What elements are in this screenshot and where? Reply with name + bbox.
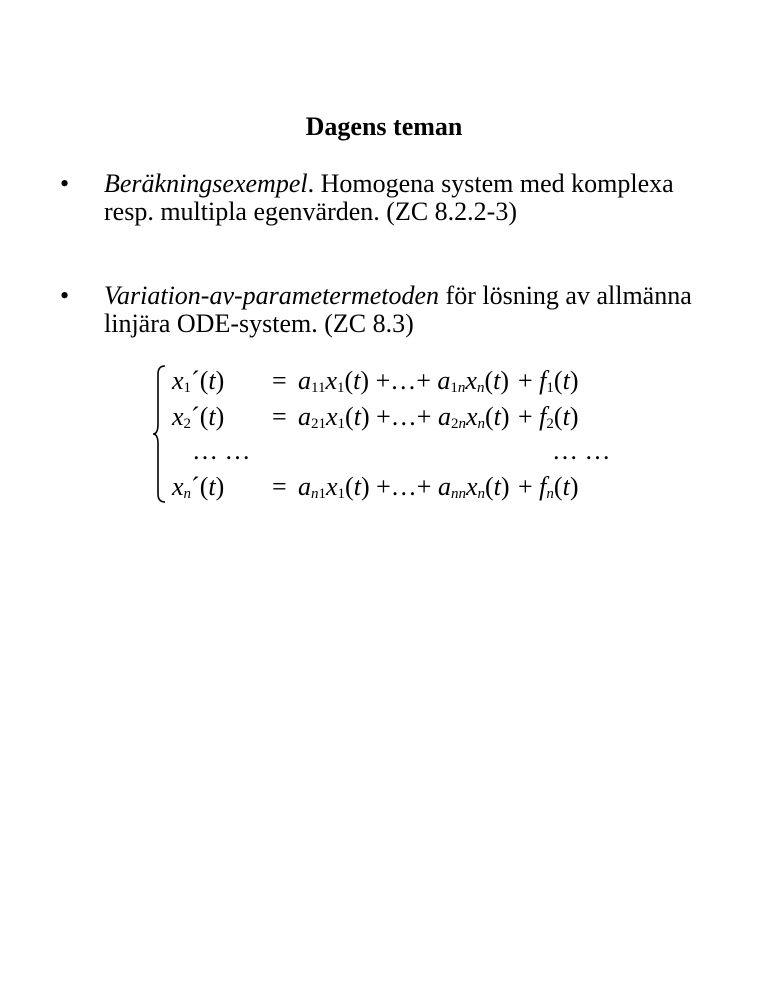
bullet-icon: • <box>60 169 70 198</box>
equation-forcing-2: + $f_2(t)$ <box>518 402 579 432</box>
equation-forcing-1: + $f_1(t)$ <box>518 366 579 396</box>
equation-rhs-2: $a_{21}x_1(t)$ +…+ $a_{2n}x_n(t)$ <box>298 402 510 432</box>
ellipsis-right: … … <box>552 436 611 465</box>
equals-sign: = <box>272 472 287 501</box>
ellipsis-left: … … <box>192 436 251 465</box>
equation-lhs-2: $x_2´(t)$ <box>172 402 225 432</box>
bullet-icon: • <box>60 281 70 310</box>
equation-rhs-1: $a_{11}x_1(t)$ +…+ $a_{1n}x_n(t)$ <box>298 366 510 396</box>
left-brace-icon <box>152 364 166 504</box>
bullet-rest-2: för lösning av allmänna linjära ODE-system. (ZC 8.3) <box>104 281 692 338</box>
page-title: Dagens teman <box>305 112 463 141</box>
bullet-rest-1: . Homogena system med komplexa resp. multipla egenvärden. (ZC 8.2.2-3) <box>104 169 674 226</box>
equation-lhs-n: $x_n´(t)$ <box>172 472 225 502</box>
equals-sign: = <box>272 366 287 395</box>
bullet-text-2 <box>104 282 700 338</box>
equation-rhs-n: $a_{n1}x_1(t)$ +…+ $a_{nn}x_n(t)$ <box>298 472 510 502</box>
equation-lhs-1: $x_1´(t)$ <box>172 366 225 396</box>
bullet-item-2 <box>60 282 700 338</box>
equals-sign: = <box>272 402 287 431</box>
bullet-lead-2: Variation-av-parametermetoden <box>104 281 440 310</box>
ode-system <box>152 364 622 504</box>
equation-forcing-n: + $f_n(t)$ <box>518 472 579 502</box>
bullet-lead-1: Beräkningsexempel <box>104 169 308 198</box>
bullet-item-1 <box>60 170 700 226</box>
bullet-text-1 <box>104 170 700 226</box>
